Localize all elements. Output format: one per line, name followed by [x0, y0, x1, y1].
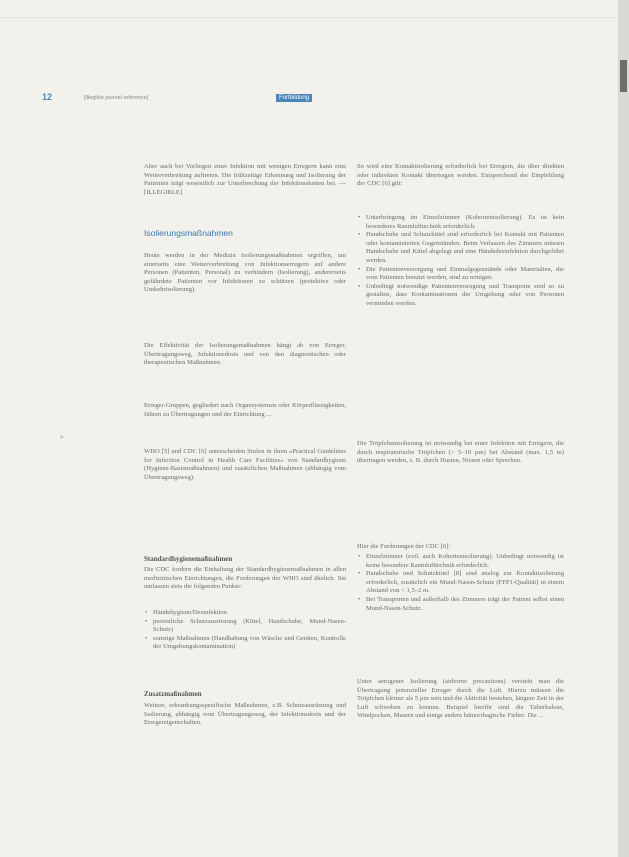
standard-hygiene-paragraph: Die CDC fordern die Einhaltung der Standardhygienemaßnahmen in allen medizinischen Einrichtungen, die Forderungen der WHO sind ähnlich. Sie umfassen stets die folgenden Punkte:: [144, 566, 346, 591]
contact-isolation-list: [357, 214, 564, 309]
section-tag: Fortbildung: [276, 94, 312, 102]
page-number: 12: [42, 92, 53, 102]
intro-paragraph: Aber auch bei Vorliegen einer Infektion mit wenigen Erregern kann eine Weiterverbreitung auftreten. Die frühzeitige Erkennung und Isolierung der Patienten trägt wesentlich zur Unterbrechung der Infektionsketten bei. — [ILLEGIBLE]: [144, 163, 346, 196]
standard-hygiene-list: [144, 609, 346, 652]
margin-mark: »: [60, 433, 64, 441]
list-item: • Die Patientenversorgung und Einmalgegenstände oder Materialien, die vom Patienten benutzt werden, sind zu reinigen.: [366, 266, 564, 283]
running-title: [illegible journal reference]: [84, 95, 149, 101]
cdc-requirements-intro: Hier die Forderungen der CDC [6]:: [357, 543, 451, 550]
page-edge-mark: [620, 60, 627, 92]
list-item: • Einzelzimmer (evtl. auch Kohortenisolierung). Unbedingt notwendig ist keine besondere Raumlufttechnik erforderlich.: [366, 553, 564, 570]
list-item: • sonstige Maßnahmen (Handhabung von Wäsche und Geräten, Kontrolle der Umgebungskontamination): [153, 635, 346, 652]
isolation-paragraph-4: WHO [5] und CDC [6] unterscheiden Stufen in ihren »Practical Guidelines for Infection Control in Health Care Facilities« von Standardhygiene (Hygiene-Basismaßnahmen) und zusätzlichen Maßnahmen (abhängig vom Übertragungsweg).: [144, 448, 346, 481]
droplet-isolation-list: [357, 553, 564, 613]
list-item: • Handschuhe und Schutzkittel sind erforderlich bei Kontakt mit Patienten oder kontaminierten Gegenständen. Beim Verlassen des Zimmers müssen Handschuhe und Kittel abgelegt und eine Händedesinfektion durchgeführt werden.: [366, 231, 564, 265]
standard-hygiene-heading: Standardhygienemaßnahmen: [144, 555, 233, 563]
list-item: • Handschuhe und Schutzkittel [8] sind analog zur Kontaktisolierung erforderlich, zusätzlich ein Mund-Nasen-Schutz (FFP1-Qualität) in einem Abstand von < 1,5–2 m.: [366, 570, 564, 596]
list-item: • persönliche Schutzausrüstung (Kittel, Handschuhe, Mund-Nasen-Schutz): [153, 618, 346, 635]
page-header: [36, 92, 596, 106]
list-item: • Unterbringung im Einzelzimmer (Kohortenisolierung). Es ist kein besonderes Raumlufttechnik erforderlich.: [366, 214, 564, 231]
list-item: • Bei Transporten und außerhalb des Zimmers trägt der Patient selbst einen Mund-Nasen-Schutz.: [366, 596, 564, 613]
isolation-paragraph-1: Heute werden in der Medizin Isolierungsmaßnahmen ergriffen, um einerseits eine Weiterverbreitung von Infektionserregern auf andere Personen (Patienten, Personal) zu verhindern (Isolierung), andererseits gefährdete Patienten vor Infektionen zu schützen (protektive oder Umkehrisolierung).: [144, 252, 346, 294]
contact-isolation-paragraph: So wird eine Kontaktisolierung erforderlich bei Erregern, die über direkten oder indirekten Kontakt übertragen werden. Entsprechend der Empfehlung der CDC [6] gilt:: [357, 163, 564, 188]
isolation-paragraph-2: Die Effektivität der Isolierungsmaßnahmen hängt ab von Erreger, Übertragungsweg, Infektionsdosis und von den diagnostischen oder therapeutischen Maßnahmen.: [144, 342, 346, 367]
isolation-paragraph-3: Erreger-Gruppen, gegliedert nach Organsystemen oder Körperflüssigkeiten, führen zu Übertragungen und der Einrichtung ...: [144, 402, 346, 418]
list-item: • Unbedingt notwendige Patientenversorgung und Transporte sind so zu gestalten, dass Kontaminationen der Umgebung oder von Personen vermieden werden.: [366, 283, 564, 309]
fold-line: [0, 17, 618, 18]
page-edge: [618, 0, 629, 857]
droplet-isolation-paragraph: Die Tröpfchenisolierung ist notwendig bei einer Infektion mit Erregern, die durch respiratorische Tröpfchen (> 5–10 µm) bei Abstand (max. 1,5 m) übertragen werden, z. B. durch Husten, Niesen oder Sprechen.: [357, 440, 564, 465]
isolation-heading: Isolierungsmaßnahmen: [144, 228, 233, 238]
airborne-isolation-paragraph: Unter aerogener Isolierung (airborne precautions) versteht man die Übertragung potenzieller Erreger durch die Luft. Hierzu müssen die Tröpfchen kleiner als 5 µm sein und die Aktivität bestehen, längere Zeit in der Luft schweben zu können. Beispiel hierfür sind die Tuberkulose, Windpocken, Masern und einige andere hämorrhagische Fieber. Die ...: [357, 678, 564, 720]
additional-measures-paragraph: Weitere, erkrankungsspezifische Maßnahmen, z.B. Schutzausrüstung und Isolierung, abhängig vom Übertragungsweg, der Infektionsdosis und der Erregereigenschaften.: [144, 702, 346, 727]
list-item: • Händehygiene/Desinfektion: [153, 609, 346, 618]
additional-measures-heading: Zusatzmaßnahmen: [144, 690, 202, 698]
